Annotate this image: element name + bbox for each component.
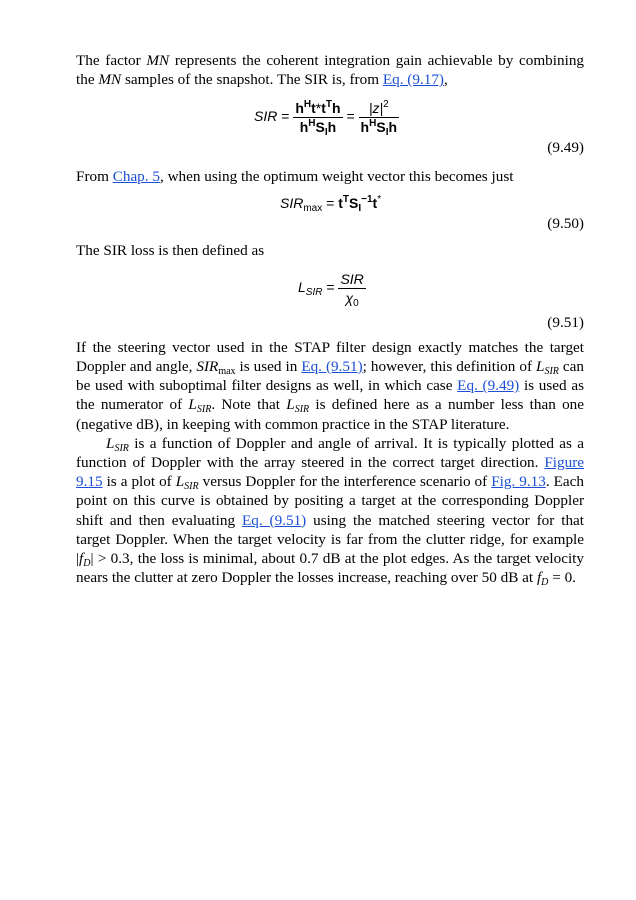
sym: h	[295, 100, 304, 117]
sym: H	[369, 118, 377, 130]
sym: S	[349, 194, 359, 211]
text: is defined here as a number less than one (negative dB), in keeping with common practice in the STAP literature.	[76, 396, 584, 433]
text: , when using the optimum weight vector this becomes just	[159, 168, 514, 186]
text: From	[76, 168, 113, 186]
text: If the steering vector used in the STAP filter design exactly matches the target Doppler and angle,	[76, 338, 584, 376]
sym: I	[358, 202, 362, 214]
sym: h	[327, 119, 337, 136]
var-mn: MN	[98, 71, 122, 89]
eq-fraction-2	[359, 99, 399, 139]
text: | > 0.3, the loss is minimal, about 0.7 dB at the plot edges. As the target velocity nears the clutter at zero Doppler the losses increase, reaching over 50 dB at	[76, 550, 584, 587]
equation-9-51	[76, 264, 584, 336]
sym: T	[342, 193, 349, 205]
text: ,	[444, 71, 448, 89]
paragraph-intro	[76, 51, 584, 89]
page-content	[76, 51, 584, 587]
sym: SIR	[196, 404, 212, 416]
text: is used as the numerator of	[76, 377, 584, 414]
sym: t	[321, 100, 326, 117]
text: . Note that	[211, 396, 287, 414]
sym: 2	[383, 99, 389, 111]
sym: L	[536, 358, 545, 376]
eq-sign: =	[346, 108, 355, 125]
eq-sign: =	[326, 279, 335, 296]
text: versus Doppler for the interference scenario of	[198, 473, 492, 491]
link-fig-9-13[interactable]: Fig. 9.13	[491, 473, 546, 491]
var-mn: MN	[146, 52, 170, 69]
sym: χ	[345, 289, 354, 306]
sym: max	[218, 366, 236, 378]
sym: SIR	[184, 481, 199, 493]
eq-sign: =	[326, 194, 335, 211]
sym: SIR	[196, 358, 219, 376]
equation-number: (9.50)	[547, 214, 584, 232]
sym: f	[536, 569, 542, 587]
sym: SIR	[114, 442, 129, 454]
sym: f	[79, 550, 84, 568]
sym: h	[360, 119, 370, 136]
eq-sign: =	[281, 108, 290, 125]
link-eq-9-51[interactable]: Eq. (9.51)	[241, 511, 307, 529]
text: ; however, this definition of	[362, 358, 536, 376]
paragraph-sir-loss: The SIR loss is then defined as	[76, 241, 265, 259]
sym: L	[286, 396, 295, 414]
sym: L	[175, 473, 185, 491]
text: The factor	[76, 52, 147, 69]
sym: SIR	[340, 270, 364, 287]
equation-9-49	[76, 95, 584, 167]
sym: −1	[361, 193, 373, 205]
sym: h	[332, 100, 341, 117]
sym: L	[188, 396, 197, 414]
text: represents the coherent integration gain achievable by combining the	[76, 52, 585, 89]
equation-9-50	[76, 191, 584, 239]
eq-fraction-1	[293, 99, 342, 139]
sym: t	[338, 194, 343, 211]
sym: L	[106, 434, 115, 452]
link-eq-9-17[interactable]: Eq. (9.17)	[382, 71, 444, 89]
sym: SIR	[305, 287, 323, 299]
paragraph-lsir-function	[76, 434, 584, 588]
text: is used in	[235, 358, 302, 376]
sym: D	[83, 558, 91, 570]
sym: H	[303, 99, 312, 111]
eq-fraction	[338, 270, 365, 307]
sym: h	[299, 119, 309, 136]
sym: S	[376, 119, 386, 136]
sym: 0	[353, 297, 359, 309]
sym: t	[372, 194, 378, 211]
eq-lhs: L	[298, 279, 306, 296]
paragraph-steering-vector	[76, 338, 584, 434]
sym: h	[388, 119, 398, 136]
sym: t	[311, 100, 316, 117]
sym: SIR	[544, 366, 559, 378]
sym: S	[315, 119, 325, 136]
paragraph-from-chap5	[76, 167, 584, 186]
link-eq-9-49[interactable]: Eq. (9.49)	[457, 377, 520, 395]
link-chap-5[interactable]: Chap. 5	[112, 168, 160, 186]
text: . Each point on this curve is obtained by positing a target at the corresponding Doppler shift and then evaluating	[76, 473, 584, 529]
sym: I	[385, 127, 389, 139]
equation-number: (9.51)	[547, 313, 584, 331]
link-eq-9-51[interactable]: Eq. (9.51)	[301, 358, 363, 376]
text: is a function of Doppler and angle of arrival. It is typically plotted as a function of Doppler with the array steered in the correct target direction.	[76, 434, 584, 472]
text: is a plot of	[102, 473, 176, 491]
equation-number: (9.49)	[547, 139, 584, 157]
text: using the matched steering vector for that target Doppler. When the target velocity is far from the clutter ridge, for example |	[76, 511, 584, 568]
sym: H	[308, 118, 316, 130]
sym: SIR	[294, 404, 310, 416]
sym: I	[324, 127, 328, 139]
link-figure-9-15[interactable]: Figure 9.15	[76, 454, 584, 491]
sym: max	[303, 202, 323, 214]
sym: D	[541, 577, 549, 589]
sym: *	[377, 193, 382, 205]
sym: |z|	[368, 100, 384, 117]
eq-lhs: SIR	[254, 108, 278, 125]
text: = 0.	[548, 569, 576, 587]
text: can be used with suboptimal filter designs as well, in which case	[76, 358, 584, 395]
eq-lhs: SIR	[280, 194, 304, 211]
sym: *	[315, 100, 322, 117]
text: samples of the snapshot. The SIR is, from	[121, 71, 383, 89]
sym: T	[325, 99, 333, 111]
